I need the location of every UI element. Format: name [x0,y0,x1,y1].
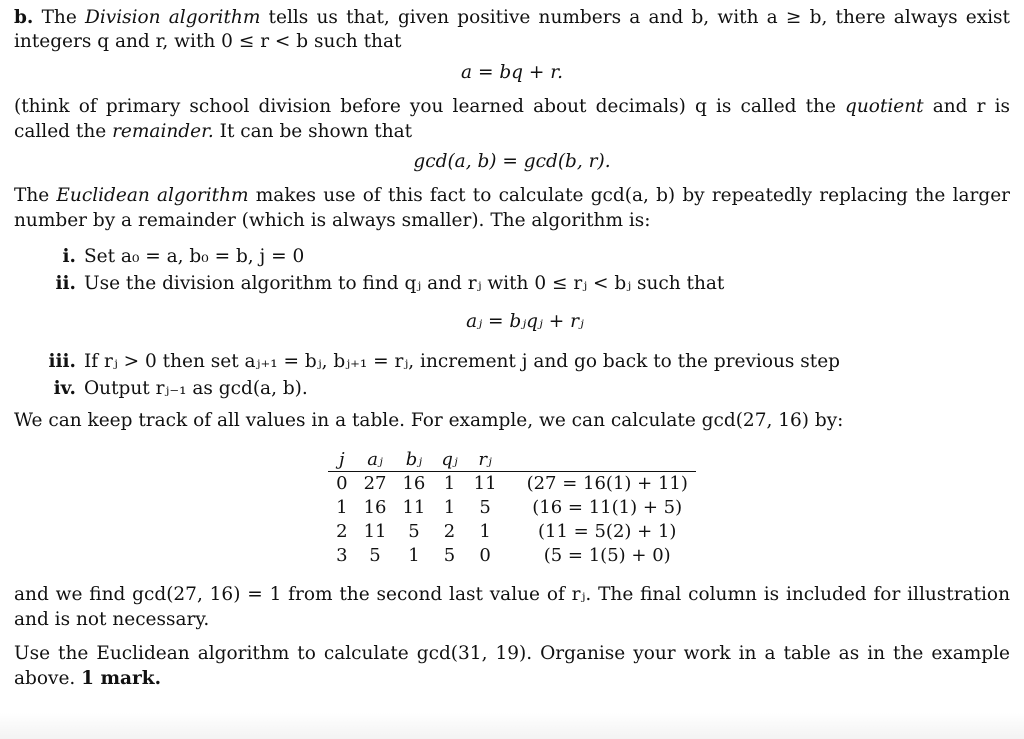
table-row [328,496,696,520]
cell-note: (16 = 11(1) + 5) [532,497,683,519]
task-text: Use the Euclidean algorithm to calculate gcd(31, 19). Organise your work in a table as in the example above. [14,643,1010,689]
cell-r: 5 [479,497,491,519]
step-text: Output rⱼ₋₁ as gcd(a, b). [84,377,308,399]
step-equation: aⱼ = bⱼqⱼ + rⱼ [466,311,584,333]
cell-q: 2 [443,520,456,542]
step-item [40,350,1010,374]
header-a: aⱼ [356,448,395,472]
intro-paragraph [14,6,1010,55]
cell-a: 5 [369,544,381,566]
quotient-paragraph [14,95,1010,144]
quotient-text-3: It can be shown that [213,120,413,142]
step-text: Use the division algorithm to find qⱼ and rⱼ with 0 ≤ rⱼ < bⱼ such that [84,272,725,294]
cell-b: 11 [402,497,426,519]
cell-j: 2 [336,520,348,542]
conclusion-paragraph: and we find gcd(27, 16) = 1 from the second last value of rⱼ. The final column is included for illustration and is not necessary. [14,584,1010,630]
euclid-paragraph [14,184,1010,233]
task-marks: 1 mark. [81,667,162,689]
document-page [14,6,1010,691]
euclidean-algorithm-term: Euclidean algorithm [56,185,249,207]
intro-text-2: tells us that, given positive numbers a and b, with a ≥ b, there always exist integers q and r, with 0 ≤ r < b such that [14,7,1010,53]
cell-b: 1 [408,544,420,566]
cell-q: 1 [443,497,456,519]
cell-q: 5 [443,544,456,566]
remainder-term: remainder. [112,120,214,142]
step-number: ii. [55,272,76,294]
step-item [40,377,1010,401]
quotient-text-1: (think of primary school division before you learned about decimals) q is called the [14,96,846,118]
cell-a: 11 [363,520,387,542]
cell-q: 1 [443,473,456,495]
division-algorithm-term: Division algorithm [85,7,261,28]
header-b: bⱼ [394,448,433,472]
euclid-text-2: makes use of this fact to calculate gcd(a, b) by repeatedly replacing the larger number by a remainder (which is always smaller). The algorithm is: [14,185,1010,231]
step-item [40,272,1010,296]
step-number: iv. [53,377,76,399]
header-q: qⱼ [433,448,465,472]
gcd-table [328,448,696,568]
bottom-fade [0,713,1024,739]
header-j: j [328,448,355,472]
step-text: Set a₀ = a, b₀ = b, j = 0 [84,246,305,268]
cell-note: (27 = 16(1) + 11) [526,473,688,495]
table-row [328,472,696,496]
header-r: rⱼ [466,448,505,472]
quotient-term: quotient [845,96,924,118]
cell-r: 11 [473,473,497,495]
cell-b: 5 [408,520,420,542]
cell-r: 0 [479,544,491,566]
cell-j: 1 [336,497,348,519]
table-row [328,520,696,544]
step-number: i. [62,246,76,268]
cell-j: 0 [336,473,348,495]
euclid-text-1: The [14,185,57,207]
step-item [40,245,1010,269]
table-intro: We can keep track of all values in a table. For example, we can calculate gcd(27, 16) by: [14,410,844,432]
header-note [505,448,696,472]
part-label: b. [14,7,34,28]
cell-j: 3 [336,544,348,566]
intro-text-1: The [41,7,85,28]
cell-note: (11 = 5(2) + 1) [538,520,677,542]
algorithm-steps [14,245,1010,401]
cell-r: 1 [479,520,491,542]
division-equation: a = bq + r. [461,61,563,83]
task-paragraph [14,642,1010,691]
step-number: iii. [48,351,76,373]
cell-b: 16 [402,473,426,495]
cell-a: 27 [363,473,387,495]
cell-a: 16 [363,497,387,519]
gcd-identity-equation: gcd(a, b) = gcd(b, r). [413,151,611,173]
table-row [328,544,696,568]
cell-note: (5 = 1(5) + 0) [543,544,671,566]
step-text: If rⱼ > 0 then set aⱼ₊₁ = bⱼ, bⱼ₊₁ = rⱼ, increment j and go back to the previous step [84,351,840,373]
quotient-text-2: and r is called the [14,96,1011,142]
table-header-row [328,448,696,472]
